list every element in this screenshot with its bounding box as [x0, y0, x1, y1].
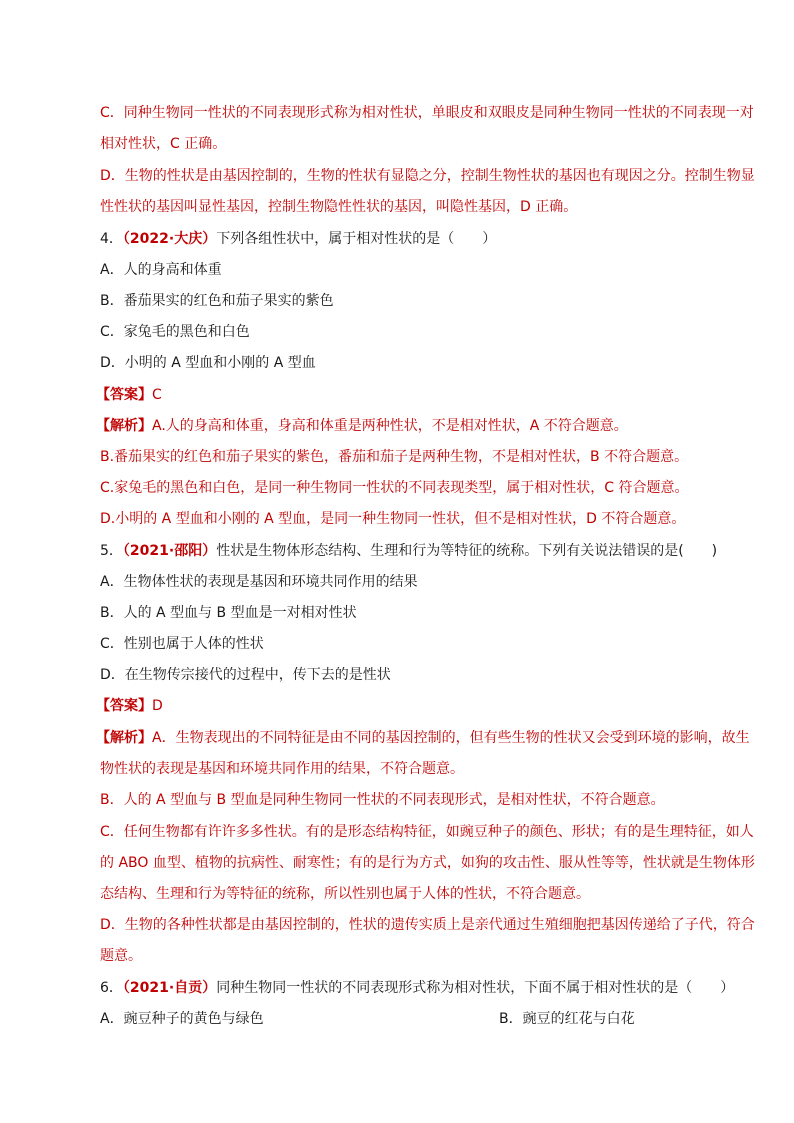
q5-analysis-line2: 物性状的表现是基因和环境共同作用的结果，不符合题意。: [100, 761, 464, 777]
q5-option-c: C．性别也属于人体的性状: [100, 636, 264, 652]
q5-stem: [100, 541, 718, 561]
q5-analysis-line8: 题意。: [100, 948, 142, 964]
q4-number: 4．: [100, 231, 123, 247]
q4-analysis-line4: D.小明的 A 型血和小刚的 A 型血，是同一种生物同一性状，但不是相对性状，D 不符合题意。: [100, 511, 686, 527]
q5-answer-label: 【答案】: [96, 698, 152, 714]
q4-analysis-text: A.人的身高和体重，身高和体重是两种性状，不是相对性状，A 不符合题意。: [152, 418, 628, 434]
q4-stem: [100, 229, 706, 249]
q6-source: （2021·自贡）: [122, 980, 217, 996]
q3-analysis-c-line1: C．同种生物同一性状的不同表现形式称为相对性状，单眼皮和双眼皮是同种生物同一性状的不同表现一对: [100, 105, 754, 121]
q6-stem: [100, 978, 735, 998]
q5-question: 性状是生物体形态结构、生理和行为等特征的统称。下列有关说法错误的是( ): [216, 543, 718, 559]
q4-question: 下列各组性状中，属于相对性状的是（ ）: [216, 231, 497, 247]
q5-answer-value: D: [152, 698, 163, 714]
q5-analysis-line3: B．人的 A 型血与 B 型血是同种生物同一性状的不同表现形式，是相对性状，不符合题意。: [100, 792, 665, 808]
q4-analysis-line3: C.家兔毛的黑色和白色，是同一种生物同一性状的不同表现类型，属于相对性状，C 符合题意。: [100, 480, 689, 496]
q5-number: 5．: [100, 543, 123, 559]
q6-question: 同种生物同一性状的不同表现形式称为相对性状，下面不属于相对性状的是（ ）: [216, 980, 735, 996]
q5-analysis-line6: 态结构、生理和行为等特征的统称，所以性别也属于人体的性状，不符合题意。: [100, 886, 590, 902]
q5-source: （2021·邵阳）: [122, 543, 217, 559]
q5-analysis-line1: [96, 728, 750, 748]
q5-analysis-line7: D．生物的各种性状都是由基因控制的，性状的遗传实质上是亲代通过生殖细胞把基因传递给了子代，符合: [100, 917, 755, 933]
q4-analysis-label: 【解析】: [96, 418, 152, 434]
q5-analysis-text: A．生物表现出的不同特征是由不同的基因控制的，但有些生物的性状又会受到环境的影响，故生: [152, 730, 750, 746]
q5-answer: [96, 696, 706, 716]
q4-answer: [96, 385, 706, 405]
q3-analysis-c-line2: 相对性状，C 正确。: [100, 136, 227, 152]
q4-analysis-line1: [96, 416, 706, 436]
q5-analysis-line5: 的 ABO 血型、植物的抗病性、耐寒性；有的是行为方式，如狗的攻击性、服从性等等，性状就是生物体形: [100, 855, 755, 871]
q3-analysis-d-line1: D．生物的性状是由基因控制的，生物的性状有显隐之分，控制生物性状的基因也有现因之分。控制生物显: [100, 168, 755, 184]
q6-option-b: B．豌豆的红花与白花: [499, 1011, 635, 1027]
q3-analysis-d-line2: 性性状的基因叫显性基因，控制生物隐性性状的基因，叫隐性基因，D 正确。: [100, 199, 578, 215]
q4-option-b: B．番茄果实的红色和茄子果实的紫色: [100, 293, 334, 309]
q4-answer-value: C: [152, 387, 162, 403]
q4-option-c: C．家兔毛的黑色和白色: [100, 324, 250, 340]
q6-option-a: A．豌豆种子的黄色与绿色: [100, 1011, 264, 1027]
q5-analysis-label: 【解析】: [96, 730, 152, 746]
q4-source: （2022·大庆）: [122, 231, 217, 247]
q4-option-a: A．人的身高和体重: [100, 262, 222, 278]
q4-answer-label: 【答案】: [96, 387, 152, 403]
q5-option-b: B．人的 A 型血与 B 型血是一对相对性状: [100, 605, 357, 621]
q5-analysis-line4: C．任何生物都有许许多多性状。有的是形态结构特征，如豌豆种子的颜色、形状；有的是生理特征，如人: [100, 824, 754, 840]
q4-option-d: D．小明的 A 型血和小刚的 A 型血: [100, 355, 316, 371]
q4-analysis-line2: B.番茄果实的红色和茄子果实的紫色，番茄和茄子是两种生物，不是相对性状，B 不符合题意。: [100, 449, 689, 465]
q6-number: 6．: [100, 980, 123, 996]
q5-option-a: A．生物体性状的表现是基因和环境共同作用的结果: [100, 574, 418, 590]
q5-option-d: D．在生物传宗接代的过程中，传下去的是性状: [100, 667, 391, 683]
q6-options-row: [100, 1009, 706, 1029]
